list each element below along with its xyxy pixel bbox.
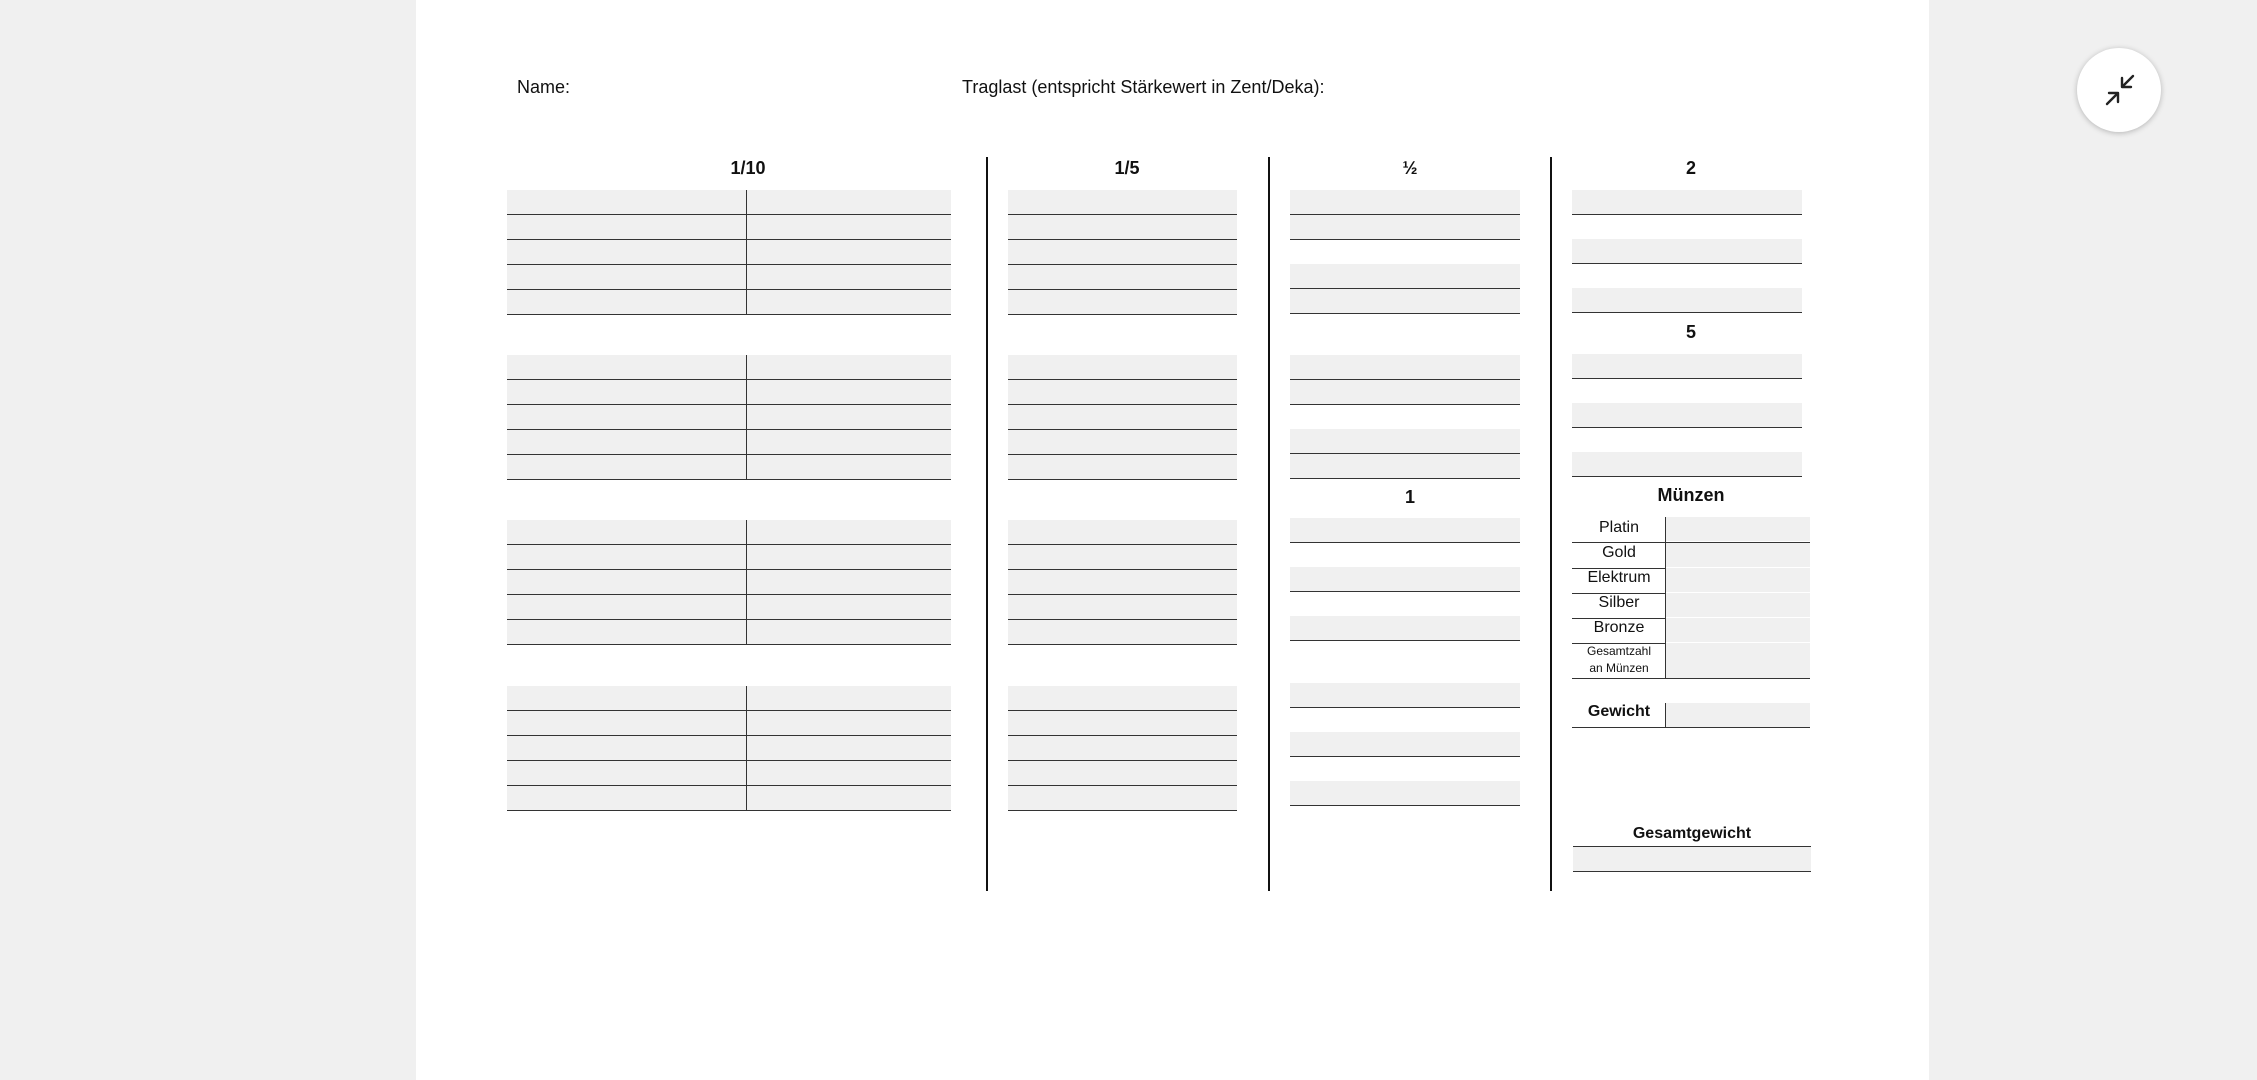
field-tenth[interactable] xyxy=(507,520,951,544)
field-fifth[interactable] xyxy=(1008,570,1237,594)
total-weight-field[interactable] xyxy=(1573,847,1811,871)
field-tenth[interactable] xyxy=(507,711,951,735)
row-line xyxy=(1572,427,1802,428)
row-line xyxy=(1290,542,1520,543)
row-line xyxy=(1008,644,1237,645)
column-title-one: 1 xyxy=(1404,487,1415,507)
field-fifth[interactable] xyxy=(1008,545,1237,569)
field-fifth[interactable] xyxy=(1008,686,1237,710)
field-tenth[interactable] xyxy=(507,405,951,429)
row-line xyxy=(507,644,951,645)
field-fifth[interactable] xyxy=(1008,240,1237,264)
field-tenth[interactable] xyxy=(507,595,951,619)
coin-total-label xyxy=(1572,643,1666,677)
field-half[interactable] xyxy=(1290,215,1520,239)
row-line xyxy=(1572,378,1802,379)
field-half[interactable] xyxy=(1290,454,1520,478)
field-one[interactable] xyxy=(1290,518,1520,542)
total-weight-label: Gesamtgewicht xyxy=(1632,825,1752,842)
coin-value-field[interactable] xyxy=(1666,593,1810,617)
row-line xyxy=(1572,312,1802,313)
coin-label-silber: Silber xyxy=(1598,594,1640,611)
column-title-tenth: 1/10 xyxy=(730,158,766,178)
field-fifth[interactable] xyxy=(1008,355,1237,379)
field-fifth[interactable] xyxy=(1008,215,1237,239)
field-fifth[interactable] xyxy=(1008,430,1237,454)
field-fifth[interactable] xyxy=(1008,620,1237,644)
cell-divider xyxy=(746,190,747,315)
field-tenth[interactable] xyxy=(507,430,951,454)
field-one[interactable] xyxy=(1290,683,1520,707)
coin-total-field[interactable] xyxy=(1666,643,1810,678)
field-five[interactable] xyxy=(1572,403,1802,427)
field-half[interactable] xyxy=(1290,289,1520,313)
column-title-two: 2 xyxy=(1685,158,1696,178)
coin-value-field[interactable] xyxy=(1666,568,1810,592)
field-tenth[interactable] xyxy=(507,240,951,264)
field-fifth[interactable] xyxy=(1008,786,1237,810)
row-line xyxy=(1008,479,1237,480)
field-half[interactable] xyxy=(1290,355,1520,379)
field-tenth[interactable] xyxy=(507,570,951,594)
weight-field[interactable] xyxy=(1666,703,1810,727)
field-five[interactable] xyxy=(1572,354,1802,378)
row-line xyxy=(1290,640,1520,641)
row-line xyxy=(1290,239,1520,240)
coin-label-platin: Platin xyxy=(1598,519,1640,536)
row-line xyxy=(1290,313,1520,314)
coin-label-gold: Gold xyxy=(1602,544,1636,561)
field-two[interactable] xyxy=(1572,239,1802,263)
field-fifth[interactable] xyxy=(1008,405,1237,429)
coins-title: Münzen xyxy=(1657,485,1725,505)
field-fifth[interactable] xyxy=(1008,520,1237,544)
cell-divider xyxy=(746,355,747,480)
column-title-five: 5 xyxy=(1685,322,1696,342)
field-fifth[interactable] xyxy=(1008,711,1237,735)
row-line xyxy=(1572,727,1810,728)
field-tenth[interactable] xyxy=(507,355,951,379)
row-line xyxy=(1290,478,1520,479)
field-one[interactable] xyxy=(1290,567,1520,591)
row-line xyxy=(507,314,951,315)
coin-label-elektrum: Elektrum xyxy=(1587,569,1651,586)
row-line xyxy=(1572,476,1802,477)
capacity-label: Traglast (entspricht Stärkewert in Zent/Deka): xyxy=(962,77,1325,97)
field-tenth[interactable] xyxy=(507,786,951,810)
column-separator xyxy=(1268,157,1270,891)
row-line xyxy=(1290,756,1520,757)
row-line xyxy=(1572,678,1810,679)
field-fifth[interactable] xyxy=(1008,595,1237,619)
row-line xyxy=(1572,214,1802,215)
field-two[interactable] xyxy=(1572,190,1802,214)
row-line xyxy=(507,810,951,811)
field-fifth[interactable] xyxy=(1008,190,1237,214)
field-tenth[interactable] xyxy=(507,290,951,314)
field-tenth[interactable] xyxy=(507,761,951,785)
coin-total-label-line1: Gesamtzahl xyxy=(1586,644,1652,658)
cell-divider xyxy=(746,686,747,811)
row-line xyxy=(1008,314,1237,315)
field-tenth[interactable] xyxy=(507,620,951,644)
field-tenth[interactable] xyxy=(507,380,951,404)
field-fifth[interactable] xyxy=(1008,265,1237,289)
coin-value-field[interactable] xyxy=(1666,543,1810,567)
field-half[interactable] xyxy=(1290,264,1520,288)
field-tenth[interactable] xyxy=(507,265,951,289)
row-line xyxy=(507,479,951,480)
field-tenth[interactable] xyxy=(507,545,951,569)
field-half[interactable] xyxy=(1290,190,1520,214)
field-two[interactable] xyxy=(1572,288,1802,312)
coin-value-field[interactable] xyxy=(1666,618,1810,642)
column-separator xyxy=(986,157,988,891)
field-half[interactable] xyxy=(1290,380,1520,404)
field-tenth[interactable] xyxy=(507,190,951,214)
field-fifth[interactable] xyxy=(1008,290,1237,314)
column-title-fifth: 1/5 xyxy=(1114,158,1140,178)
field-fifth[interactable] xyxy=(1008,736,1237,760)
field-one[interactable] xyxy=(1290,616,1520,640)
field-tenth[interactable] xyxy=(507,455,951,479)
field-tenth[interactable] xyxy=(507,736,951,760)
field-half[interactable] xyxy=(1290,429,1520,453)
coin-total-label-line2: an Münzen xyxy=(1589,661,1649,675)
column-separator xyxy=(1550,157,1552,891)
name-label: Name: xyxy=(517,77,571,97)
cell-divider xyxy=(746,520,747,645)
row-line xyxy=(1290,591,1520,592)
field-one[interactable] xyxy=(1290,732,1520,756)
field-fifth[interactable] xyxy=(1008,761,1237,785)
field-five[interactable] xyxy=(1572,452,1802,476)
row-line xyxy=(1290,707,1520,708)
field-tenth[interactable] xyxy=(507,215,951,239)
row-line xyxy=(1008,810,1237,811)
exit-fullscreen-button[interactable] xyxy=(2077,48,2161,132)
field-fifth[interactable] xyxy=(1008,380,1237,404)
row-line xyxy=(1290,404,1520,405)
collapse-arrows-icon xyxy=(2077,48,2161,132)
field-fifth[interactable] xyxy=(1008,455,1237,479)
row-line xyxy=(1572,263,1802,264)
row-line xyxy=(1290,805,1520,806)
coin-label-bronze: Bronze xyxy=(1593,619,1645,636)
field-tenth[interactable] xyxy=(507,686,951,710)
coin-value-field[interactable] xyxy=(1666,517,1810,541)
weight-label: Gewicht xyxy=(1587,703,1651,720)
field-one[interactable] xyxy=(1290,781,1520,805)
row-line xyxy=(1573,871,1811,872)
column-title-half: ½ xyxy=(1402,158,1418,178)
